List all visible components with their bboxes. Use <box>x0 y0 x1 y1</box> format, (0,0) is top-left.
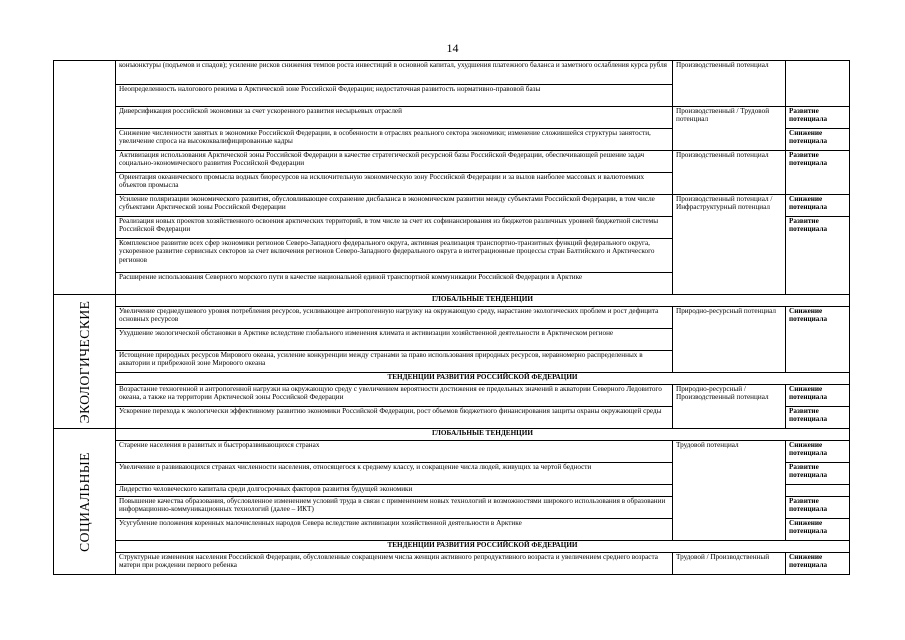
category-cell-ecological <box>54 295 116 429</box>
potential-cell: Природно-ресурсный / Производственный потенциал <box>673 385 786 429</box>
effect-cell: Развитие потенциала <box>786 217 850 295</box>
potential-cell: Производственный / Трудовой потенциал <box>673 107 786 151</box>
effect-cell: Развитие потенциала <box>786 463 850 485</box>
trend-text: Комплексное развитие всех сфер экономики регионов Северо-Западного федерального округа, активная реализация транспортно-транзитных функций федерального округа, ускоренное развитие сервисных секторов за счет включения регионов Северо-Западного федерального округа в интеграционные процессы стран Балтийского и Арктического регионов <box>116 239 673 273</box>
section-header: ТЕНДЕНЦИИ РАЗВИТИЯ РОССИЙСКОЙ ФЕДЕРАЦИИ <box>116 541 850 553</box>
section-header-row <box>54 373 850 385</box>
trend-text: Старение населения в развитых и быстроразвивающихся странах <box>116 441 673 463</box>
trend-text: Усугубление положения коренных малочисленных народов Севера вследствие активизации хозяйственной деятельности в Арктике <box>116 519 673 541</box>
section-header-row <box>54 541 850 553</box>
potential-cell: Производственный потенциал / Инфраструктурный потенциал <box>673 195 786 295</box>
trend-text: Расширение использования Северного морского пути в качестве национальной единой транспортной коммуникации Российской Федерации в Арктике <box>116 273 673 295</box>
trend-text: Неопределенность налогового режима в Арктической зоне Российской Федерации; недостаточная развитость нормативно-правовой базы <box>116 85 673 107</box>
section-header: ТЕНДЕНЦИИ РАЗВИТИЯ РОССИЙСКОЙ ФЕДЕРАЦИИ <box>116 373 850 385</box>
section-header-row <box>54 429 850 441</box>
trend-text: Усиление поляризации экономического развития, обусловливающее сохранение дисбаланса в экономическом развитии между субъектами Российской Федерации, в том числе субъектами Арктической зоны Российской Федерации <box>116 195 673 217</box>
effect-cell: Развитие потенциала <box>786 107 850 129</box>
table-row <box>54 61 850 85</box>
trend-text: Возрастание техногенной и антропогенной нагрузки на окружающую среду с увеличением вероятности достижения ее предельных значений в акватории Северного Ледовитого океана, а также на территории Арктической зоны Российской Федерации <box>116 385 673 407</box>
effect-cell <box>786 61 850 107</box>
category-cell-economic <box>54 61 116 295</box>
effect-cell: Снижение потенциала <box>786 195 850 217</box>
potential-cell: Трудовой потенциал <box>673 441 786 541</box>
trend-text: Ухудшение экологической обстановки в Арктике вследствие глобального изменения климата и активизации хозяйственной деятельности в Арктическом регионе <box>116 329 673 351</box>
trend-text: Диверсификация российской экономики за счет ускоренного развития несырьевых отраслей <box>116 107 673 129</box>
table-row <box>54 307 850 329</box>
effect-cell: Снижение потенциала <box>786 129 850 151</box>
trend-text: конъюнктуры (подъемов и спадов); усиление рисков снижения темпов роста инвестиций в основной капитал, ухудшения платежного баланса и заметного ослабления курса рубля <box>116 61 673 85</box>
trend-text: Увеличение в развивающихся странах численности населения, относящегося к среднему классу, и сокращение числа людей, живущих за чертой бедности <box>116 463 673 485</box>
effect-cell: Развитие потенциала <box>786 497 850 519</box>
trend-text: Активизация использования Арктической зоны Российской Федерации в качестве стратегической ресурсной базы Российской Федерации, обеспечивающей решение задач социально-экономического развития Российской Федерации <box>116 151 673 173</box>
trend-text: Ориентация океанического промысла водных биоресурсов на исключительную экономическую зону Российской Федерации и за вылов наиболее массовых и валютоемких объектов промысла <box>116 173 673 195</box>
trend-text: Лидерство человеческого капитала среди долгосрочных факторов развития будущей экономики <box>116 485 673 497</box>
trend-text: Истощение природных ресурсов Мирового океана, усиление конкуренции между странами за право использования природных ресурсов, неравномерно распределенных в акватории и прибрежной зоне Мирового океана <box>116 351 673 373</box>
table-row <box>54 195 850 217</box>
page-number: 14 <box>446 41 459 55</box>
section-header-row <box>54 295 850 307</box>
effect-cell: Снижение потенциала <box>786 385 850 407</box>
trend-text: Структурные изменения населения Российской Федерации, обусловленные сокращением числа женщин активного репродуктивного возраста и увеличением среднего возраста матери при рождении первого ребенка <box>116 553 673 575</box>
potential-cell: Природно-ресурсный потенциал <box>673 307 786 373</box>
table-row <box>54 107 850 129</box>
table-row <box>54 441 850 463</box>
trend-text: Реализация новых проектов хозяйственного освоения арктических территорий, в том числе за счет их софинансирования из бюджетов различных уровней бюджетной системы Российской Федерации <box>116 217 673 239</box>
category-label-ecological: ЭКОЛОГИЧЕСКИЕ <box>76 300 92 423</box>
table-row <box>54 385 850 407</box>
potential-cell: Трудовой / Производственный <box>673 553 786 575</box>
effect-cell: Снижение потенциала <box>786 519 850 541</box>
section-header: ГЛОБАЛЬНЫЕ ТЕНДЕНЦИИ <box>116 295 850 307</box>
category-cell-social <box>54 429 116 575</box>
table-row <box>54 553 850 575</box>
trends-table <box>53 60 850 575</box>
effect-cell: Снижение потенциала <box>786 307 850 373</box>
table-row <box>54 151 850 173</box>
section-header: ГЛОБАЛЬНЫЕ ТЕНДЕНЦИИ <box>116 429 850 441</box>
effect-cell <box>786 485 850 497</box>
trend-text: Повышение качества образования, обусловленное изменением условий труда в связи с применением новых технологий и возможностями широкого использования в образовании информационно-коммуникационных технологий (далее – ИКТ) <box>116 497 673 519</box>
effect-cell: Развитие потенциала <box>786 407 850 429</box>
effect-cell: Снижение потенциала <box>786 553 850 575</box>
effect-cell: Развитие потенциала <box>786 151 850 195</box>
trend-text: Ускорение перехода к экологически эффективному развитию экономики Российской Федерации, рост объемов бюджетного финансирования защиты охраны окружающей среды <box>116 407 673 429</box>
trend-text: Снижение численности занятых в экономике Российской Федерации, в особенности в отраслях реального сектора экономики; изменение сложившейся структуры занятости, увеличение спроса на высококвалифицированные кадры <box>116 129 673 151</box>
effect-cell: Снижение потенциала <box>786 441 850 463</box>
trend-text: Увеличение среднедушевого уровня потребления ресурсов, усиливающее антропогенную нагрузку на окружающую среду, нарастание экологических проблем и рост дефицита основных ресурсов <box>116 307 673 329</box>
category-label-social: СОЦИАЛЬНЫЕ <box>76 451 92 552</box>
potential-cell: Производственный потенциал <box>673 151 786 195</box>
potential-cell: Производственный потенциал <box>673 61 786 107</box>
